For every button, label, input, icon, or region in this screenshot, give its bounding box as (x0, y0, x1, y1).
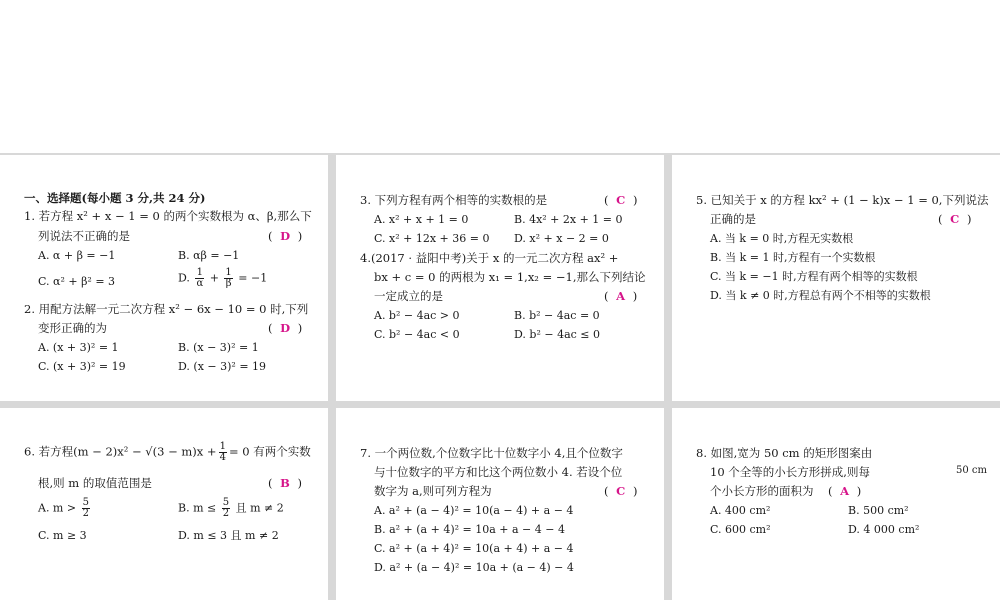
question-1-line-1: 1. 若方程 x² + x − 1 = 0 的两个实数根为 α、β,那么下 (24, 209, 312, 223)
question-6-option-a[interactable] (38, 498, 92, 519)
question-7-line-3: 数字为 a,则可列方程为 (374, 484, 492, 498)
question-1-line-2: 列说法不正确的是 (38, 229, 130, 243)
fraction-denominator: 2 (222, 508, 230, 519)
question-4-option-c[interactable]: C. b² − 4ac < 0 (374, 328, 460, 341)
question-8-option-b[interactable]: B. 500 cm² (848, 504, 909, 517)
question-3-line-1: 3. 下列方程有两个相等的实数根的是 (360, 193, 548, 207)
question-6-option-c[interactable]: C. m ≥ 3 (38, 529, 87, 542)
question-2-option-a[interactable]: A. (x + 3)² = 1 (38, 341, 119, 354)
question-6-line-1 (24, 442, 311, 463)
question-5-line-2: 正确的是 (710, 212, 756, 226)
question-2-option-b[interactable]: B. (x − 3)² = 1 (178, 341, 259, 354)
option-d-suffix: = −1 (238, 271, 268, 285)
question-3-answer: C (616, 193, 626, 207)
question-4-option-a[interactable]: A. b² − 4ac > 0 (374, 309, 460, 322)
question-3-option-a[interactable]: A. x² + x + 1 = 0 (374, 213, 469, 226)
question-1-option-a[interactable]: A. α + β = −1 (38, 249, 116, 262)
question-7-answer-bracket: ( C ) (604, 484, 638, 498)
question-2-line-2: 变形正确的为 (38, 321, 107, 335)
question-1-option-b[interactable]: B. αβ = −1 (178, 249, 240, 262)
question-3-option-d[interactable]: D. x² + x − 2 = 0 (514, 232, 609, 245)
question-1-answer: D (280, 229, 291, 243)
question-4-answer-bracket: ( A ) (604, 289, 638, 303)
panel-question-7 (336, 408, 664, 600)
question-4-answer: A (616, 289, 626, 303)
panel-questions-3-4 (336, 155, 664, 401)
section-title: 一、选择题(每小题 3 分,共 24 分) (24, 191, 206, 205)
option-a-prefix: A. m > (38, 501, 77, 515)
option-b-suffix: 且 m ≠ 2 (235, 501, 284, 515)
question-8-option-c[interactable]: C. 600 cm² (710, 523, 771, 536)
fraction-numerator: 1 (219, 441, 226, 452)
fraction-denominator: 2 (82, 508, 89, 519)
fraction-numerator: 1 (225, 267, 232, 278)
question-8-line-3: 个小长方形的面积为 (710, 484, 814, 498)
fraction-denominator: β (225, 278, 232, 289)
fraction-five-halves (222, 498, 230, 519)
question-7-option-c[interactable]: C. a² + (a + 4)² = 10(a + 4) + a − 4 (374, 542, 574, 555)
question-5-line-1: 5. 已知关于 x 的方程 kx² + (1 − k)x − 1 = 0,下列说法 (696, 193, 989, 207)
question-6-answer: B (280, 476, 290, 490)
question-8-answer-bracket: ( A ) (828, 484, 862, 498)
fraction-numerator: 1 (196, 267, 203, 278)
option-b-prefix: B. m ≤ (178, 501, 217, 515)
question-5-option-a[interactable]: A. 当 k = 0 时,方程无实数根 (710, 232, 854, 245)
fraction-one-over-beta (224, 268, 232, 289)
fraction-one-quarter (219, 442, 227, 463)
question-6-line-2: 根,则 m 的取值范围是 (38, 476, 152, 490)
question-8-answer: A (840, 484, 850, 498)
question-6-option-d[interactable]: D. m ≤ 3 且 m ≠ 2 (178, 529, 279, 542)
panel-question-8 (672, 408, 1000, 600)
option-d-prefix: D. (178, 271, 190, 285)
question-1-option-d[interactable] (178, 268, 267, 289)
question-6-answer-bracket: ( B ) (268, 476, 303, 490)
question-5-option-d[interactable]: D. 当 k ≠ 0 时,方程总有两个不相等的实数根 (710, 289, 931, 302)
question-6-text-a: 6. 若方程(m − 2)x² − √(3 − m)x + (24, 444, 217, 459)
fraction-denominator: α (196, 278, 204, 289)
panel-questions-1-2 (0, 155, 328, 401)
fraction-one-over-alpha (195, 268, 204, 289)
question-7-line-1: 7. 一个两位数,个位数字比十位数字小 4,且个位数字 (360, 446, 623, 460)
question-2-line-1: 2. 用配方法解一元二次方程 x² − 6x − 10 = 0 时,下列 (24, 302, 309, 316)
question-2-option-d[interactable]: D. (x − 3)² = 19 (178, 360, 267, 373)
question-3-option-b[interactable]: B. 4x² + 2x + 1 = 0 (514, 213, 623, 226)
panel-question-5 (672, 155, 1000, 401)
question-7-option-a[interactable]: A. a² + (a − 4)² = 10(a − 4) + a − 4 (374, 504, 574, 517)
question-7-option-d[interactable]: D. a² + (a − 4)² = 10a + (a − 4) − 4 (374, 561, 574, 574)
question-8-line-2: 10 个全等的小长方形拼成,则每 (710, 465, 870, 479)
question-3-answer-bracket: ( C ) (604, 193, 638, 207)
fraction-denominator: 4 (219, 452, 226, 463)
question-2-answer: D (280, 321, 291, 335)
question-4-line-2: bx + c = 0 的两根为 x₁ = 1,x₂ = −1,那么下列结论 (374, 270, 646, 284)
question-7-line-2: 与十位数字的平方和比这个两位数小 4. 若设个位 (374, 465, 623, 479)
plus-sign: + (209, 271, 219, 285)
question-2-option-c[interactable]: C. (x + 3)² = 19 (38, 360, 126, 373)
question-5-answer-bracket: ( C ) (938, 212, 972, 226)
question-1-answer-bracket: ( D ) (268, 229, 303, 243)
question-8-option-a[interactable]: A. 400 cm² (710, 504, 771, 517)
question-6-text-b: = 0 有两个实数 (228, 444, 311, 459)
question-1-option-c[interactable]: C. α² + β² = 3 (38, 275, 116, 288)
question-4-line-1: 4.(2017 · 益阳中考)关于 x 的一元二次方程 ax² + (360, 251, 619, 265)
question-6-option-b[interactable] (178, 498, 284, 519)
question-8-option-d[interactable]: D. 4 000 cm² (848, 523, 920, 536)
question-5-answer: C (950, 212, 960, 226)
fraction-five-halves (82, 498, 90, 519)
question-4-option-b[interactable]: B. b² − 4ac = 0 (514, 309, 600, 322)
question-5-option-c[interactable]: C. 当 k = −1 时,方程有两个相等的实数根 (710, 270, 918, 283)
question-4-option-d[interactable]: D. b² − 4ac ≤ 0 (514, 328, 601, 341)
question-5-option-b[interactable]: B. 当 k = 1 时,方程有一个实数根 (710, 251, 876, 264)
panel-question-6 (0, 408, 328, 600)
question-4-line-3: 一定成立的是 (374, 289, 443, 303)
question-8-line-1: 8. 如图,宽为 50 cm 的矩形图案由 (696, 446, 873, 460)
question-3-option-c[interactable]: C. x² + 12x + 36 = 0 (374, 232, 490, 245)
question-7-option-b[interactable]: B. a² + (a + 4)² = 10a + a − 4 − 4 (374, 523, 565, 536)
fraction-numerator: 5 (82, 497, 89, 508)
question-2-answer-bracket: ( D ) (268, 321, 303, 335)
fraction-numerator: 5 (222, 497, 230, 508)
figure-width-label: 50 cm (956, 465, 987, 476)
question-7-answer: C (616, 484, 626, 498)
